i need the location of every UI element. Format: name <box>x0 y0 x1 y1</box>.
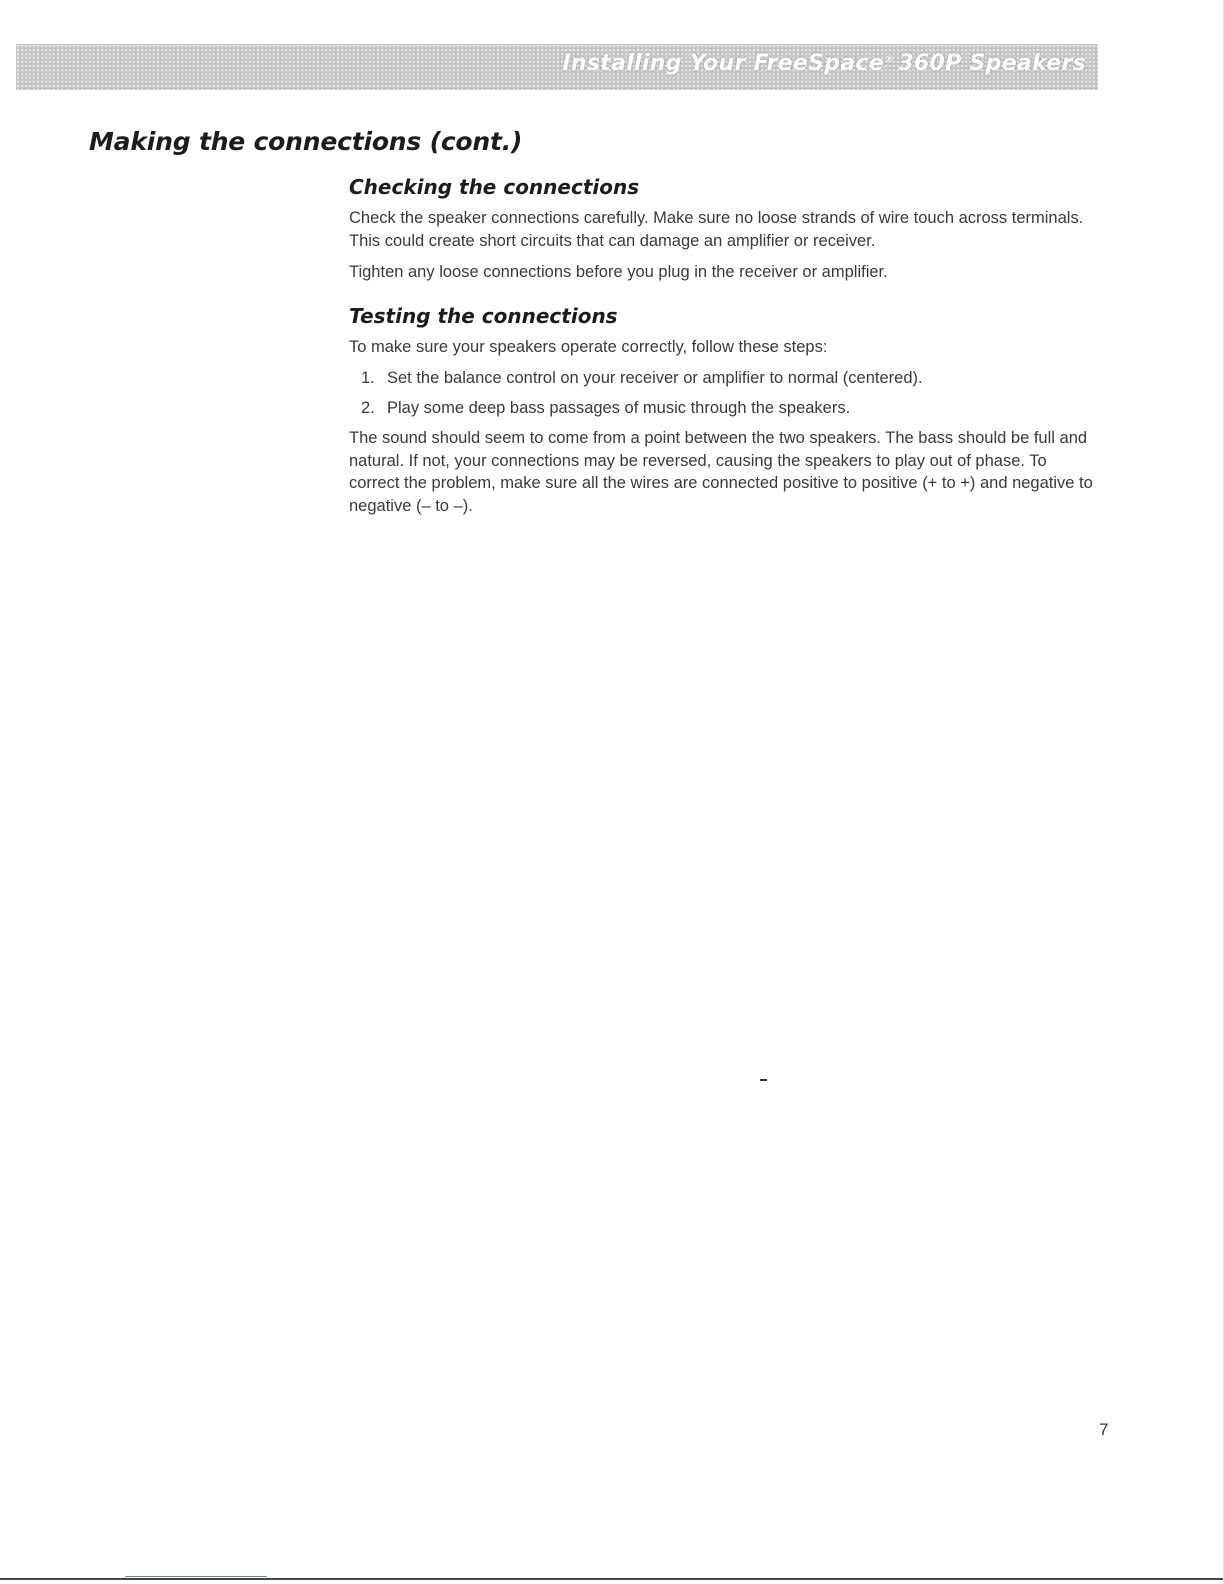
paragraph: To make sure your speakers operate correctly, follow these steps: <box>349 337 828 356</box>
step-text: Play some deep bass passages of music through the speakers. <box>387 399 851 417</box>
list-item <box>349 397 1094 419</box>
paragraph: Tighten any loose connections before you plug in the receiver or amplifier. <box>349 263 888 281</box>
step-number: 2. <box>361 399 375 417</box>
header-band <box>16 44 1098 90</box>
header-title-main: Installing Your FreeSpace <box>562 51 884 76</box>
scan-speck <box>760 1079 767 1081</box>
step-number: 1. <box>361 369 375 387</box>
paragraph: Check the speaker connections carefully. Make sure no loose strands of wire touch across terminals. This could create short circuits that can damage an amplifier or receiver. <box>349 209 1084 250</box>
section-testing-connections <box>349 304 1094 518</box>
steps-list <box>349 367 1094 419</box>
registered-mark: ® <box>885 55 895 65</box>
step-text: Set the balance control on your receiver or amplifier to normal (centered). <box>387 369 923 387</box>
section-heading: Checking the connections <box>349 175 640 199</box>
page-number: 7 <box>1099 1420 1109 1439</box>
paragraph: The sound should seem to come from a point between the two speakers. The bass should be full and natural. If not, your connections may be reversed, causing the speakers to play out of phase. To correct the problem, make sure all the wires are connected positive to positive (+ to +) and negative to negative (– to –). <box>349 429 1093 515</box>
list-item <box>349 367 1094 389</box>
header-title-tail: 360P Speakers <box>898 51 1086 76</box>
main-content <box>349 175 1094 526</box>
section-checking-connections <box>349 175 1094 284</box>
bottom-rule <box>0 1578 1224 1580</box>
section-heading: Testing the connections <box>349 303 618 328</box>
page-title: Making the connections (cont.) <box>89 127 523 156</box>
running-header-title <box>562 51 1086 76</box>
bottom-accent-line <box>125 1576 267 1577</box>
